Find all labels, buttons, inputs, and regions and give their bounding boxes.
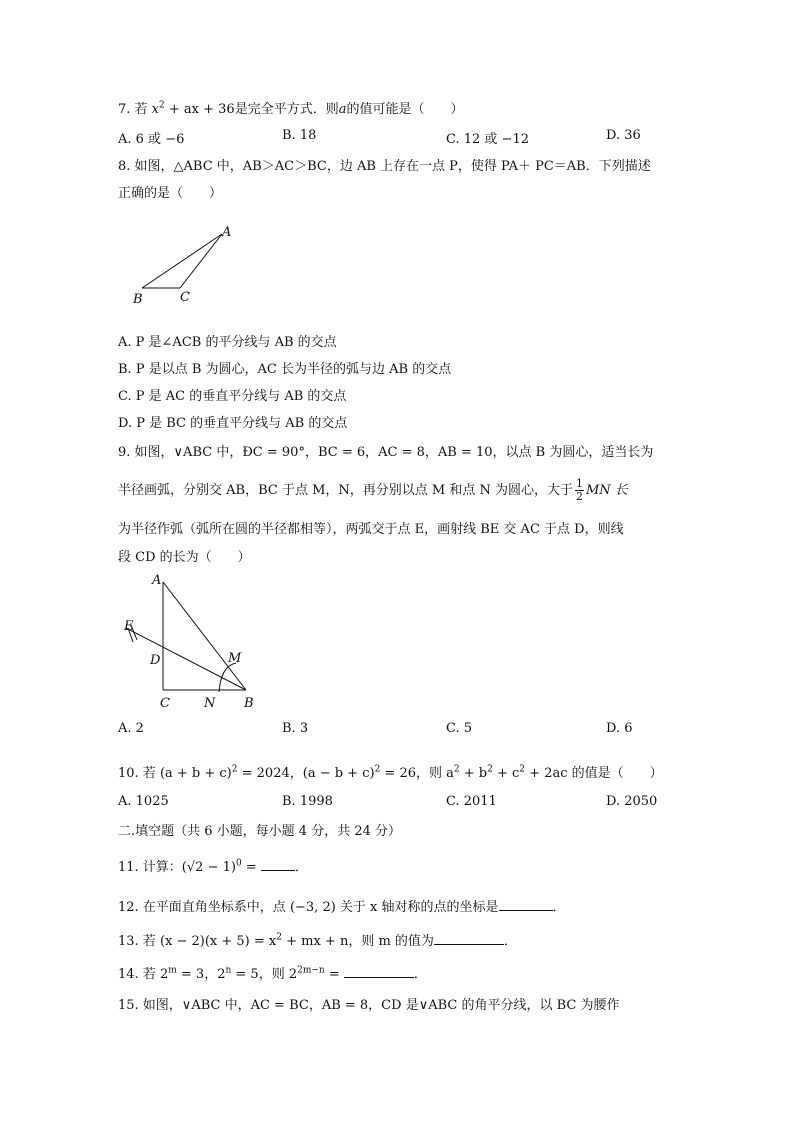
q9-stem-line2: 半径画弧，分别交 AB，BC 于点 M，N，再分别以点 M 和点 N 为圆心，大于 $\frac{1}{2}$ MN 长 — [118, 477, 628, 503]
q9-label-c: C — [160, 696, 170, 711]
q8-label-b: B — [133, 292, 143, 307]
q9-stem-line1: 9. 如图，∨ABC 中，ÐC = 90°，BC = 6，AC = 8，AB = 10，以点 B 为圆心，适当长为 — [118, 445, 654, 460]
q9-triangle-figure — [118, 568, 268, 713]
q8-stem-line2: 正确的是（ ） — [118, 186, 223, 201]
q9-label-b: B — [244, 696, 254, 711]
q8-option-c: C. P 是 AC 的垂直平分线与 AB 的交点 — [118, 389, 347, 404]
q9-label-n: N — [204, 696, 216, 711]
q9-option-d: D. 6 — [606, 721, 633, 736]
q12-stem: 12. 在平面直角坐标系中，点 (−3, 2) 关于 x 轴对称的点的坐标是 ． — [118, 900, 566, 915]
q8-triangle-figure — [128, 220, 248, 310]
q7-option-a: A. 6 或 −6 — [118, 132, 185, 147]
q7-option-d: D. 36 — [606, 128, 641, 143]
q9-option-b: B. 3 — [282, 721, 309, 736]
q13-answer-blank[interactable] — [434, 932, 504, 945]
q7-option-b: B. 18 — [282, 128, 317, 143]
q9-stem-line3: 为半径作弧（弧所在圆的半径都相等），两弧交于点 E，画射线 BE 交 AC 于点 D，则线 — [118, 522, 624, 537]
q7-option-c: C. 12 或 −12 — [446, 132, 529, 147]
q10-option-a: A. 1025 — [118, 794, 169, 809]
q10-option-d: D. 2050 — [606, 794, 658, 809]
q9-label-m: M — [228, 651, 242, 666]
q11-answer-blank[interactable] — [261, 858, 295, 871]
q14-stem: 14. 若 $2^m = 3$，$2^n = 5$，则 $2^{2m-n}$ = ． — [118, 965, 427, 982]
q10-option-c: C. 2011 — [446, 794, 497, 809]
q8-side-ca — [180, 234, 222, 288]
q8-option-b: B. P 是以点 B 为圆心，AC 长为半径的弧与边 AB 的交点 — [118, 362, 452, 377]
q9-label-a: A — [152, 573, 162, 588]
q10-stem: 10. 若 $(a + b + c)^2 = 2024$，$(a - b + c)^2 = 26$，则 $a^2 + b^2 + c^2 + 2ac$ 的值是（ ） — [118, 764, 663, 781]
q11-stem: 11. 计算：$(√2 - 1)^0$ = ． — [118, 858, 308, 875]
q14-answer-blank[interactable] — [344, 965, 414, 978]
q8-option-d: D. P 是 BC 的垂直平分线与 AB 的交点 — [118, 416, 348, 431]
q10-option-b: B. 1998 — [282, 794, 333, 809]
q8-label-a: A — [222, 225, 232, 240]
section-fill-blank-title: 二.填空题（共 6 小题，每小题 4 分，共 24 分） — [118, 824, 402, 839]
q15-stem: 15. 如图，∨ABC 中，AC = BC，AB = 8，CD 是∨ABC 的角平分线，以 BC 为腰作 — [118, 998, 620, 1013]
q8-stem-line1: 8. 如图，△ABC 中，AB＞AC＞BC，边 AB 上存在一点 P，使得 PA＋ PC＝AB．下列描述 — [118, 159, 651, 174]
q12-answer-blank[interactable] — [499, 898, 553, 911]
q8-option-a: A. P 是∠ACB 的平分线与 AB 的交点 — [118, 335, 337, 350]
q8-label-c: C — [180, 290, 190, 305]
fraction-one-half: $\frac{1}{2}$ — [575, 477, 583, 503]
q9-label-d: D — [150, 653, 161, 668]
q7-stem: 7. 若 $x^2$ + ax + 36是完全平方式．则a的值可能是（ ） — [118, 100, 464, 117]
q9-arc-mn — [219, 663, 236, 692]
q9-stem-line4: 段 CD 的长为（ ） — [118, 550, 251, 565]
q9-label-e: E — [124, 619, 134, 634]
q9-side-ab — [163, 582, 246, 690]
q9-option-c: C. 5 — [446, 721, 473, 736]
q13-stem: 13. 若 $(x - 2)(x + 5) = x^2$ + mx + n，则 m 的值为 ． — [118, 932, 517, 949]
q9-option-a: A. 2 — [118, 721, 144, 736]
q8-side-ab — [142, 234, 222, 288]
